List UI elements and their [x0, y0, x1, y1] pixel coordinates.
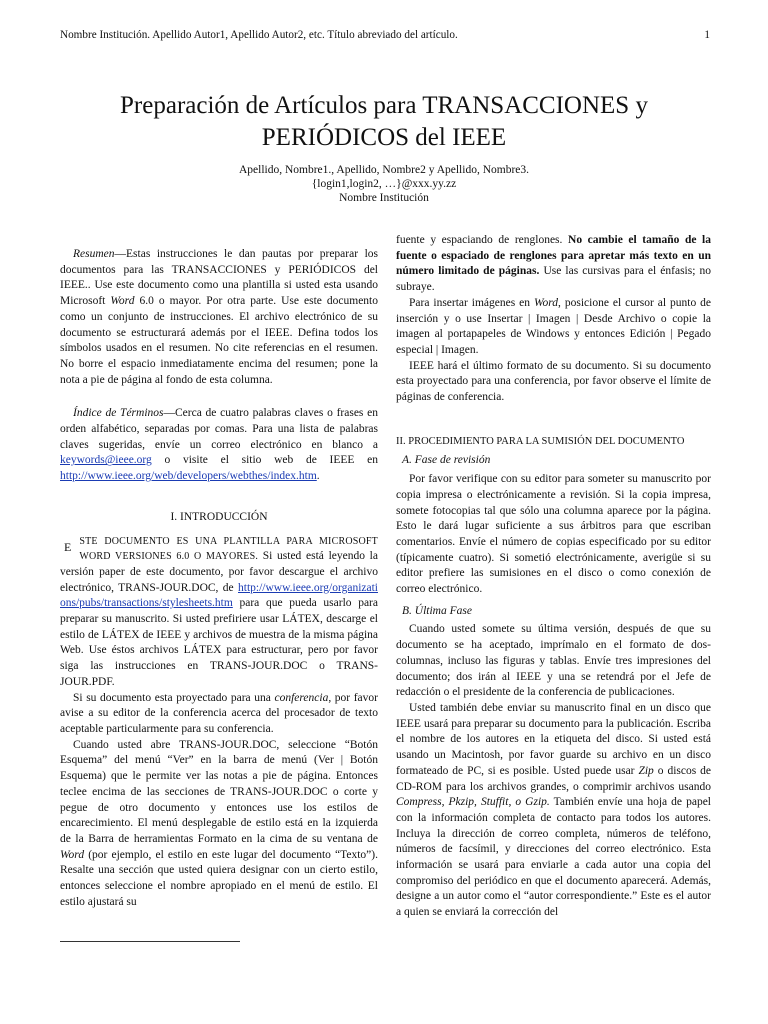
- right-p2-italic: Word: [533, 296, 559, 309]
- author-block: [40, 163, 728, 205]
- index-terms: [60, 406, 378, 485]
- right-pb2-zip: Zip: [638, 764, 654, 777]
- intro-paragraph-3: [60, 738, 378, 911]
- index-terms-text-c: .: [316, 470, 320, 483]
- drop-cap: E: [64, 539, 72, 554]
- intro-lead: STE DOCUMENTO ES UNA PLANTILLA PARA MICROSOFT WORD VERSIONES 6.0 O MAYORES.: [79, 535, 378, 563]
- index-terms-label: Índice de Términos: [73, 407, 164, 420]
- page-number: 1: [704, 29, 710, 41]
- right-p2-text-b: , posicione el cursor al punto de inserción y o use Insertar | Imagen | Desde Archivo o copie la imagen al portapapeles de Windows y entonces Edición | Pegado especial | Imagen.: [396, 296, 711, 356]
- abstract-label: Resumen: [73, 248, 115, 260]
- right-p1-bold: No cambie el tamaño de la fuente o espaciado de renglones para apretar más texto en un número limitado de páginas.: [396, 234, 711, 278]
- right-paragraph-1: [396, 233, 711, 296]
- left-column: [60, 247, 378, 910]
- stylesheets-link[interactable]: http://www.ieee.org/organizations/pubs/transactions/stylesheets.htm: [60, 581, 378, 610]
- right-pb2-text-b: o discos de CD-ROM para los archivos grandes, o comprimir archivos usando: [396, 764, 712, 793]
- subsection-b-paragraph-1: Cuando usted somete su última versión, después de que su documento se ha aceptado, imprímalo en el formato de dos-columnas, incluso las figuras y tablas. Envíe tres impresiones del documento; dos irán al IEEE y una se retendrá por el Jefe de redacción o el presidente de la conferencia de publicaciones.: [396, 623, 711, 699]
- right-pb2-text-a: Usted también debe enviar su manuscrito final en un disco que IEEE usará para preparar su documento para la publicación. Escriba el nombre de los autores en la etiqueta del disco. Si usted está usando un Macintosh, por favor guarde su archivo en un disco formateado de PC, si es posible. Usted puede usar: [396, 701, 711, 777]
- index-terms-text-a: Cerca de cuatro palabras claves o frases en orden alfabético, separadas por comas. Para una lista de palabras claves sugeridas, envíe un correo electrónico en blanco a: [60, 407, 378, 451]
- intro-p1-text-b: para que pueda usarlo para preparar su manuscrito. Si usted prefiriere usar LÁTEX, descarge el estilo de LÁTEX de IEEE y archivos de muestra de la misma página Web. Use éstos archivos LÁTEX para estructurar, pero por favor siga las instrucciones en TRANS-JOUR.DOC o TRANS-JOUR.PDF.: [60, 597, 378, 688]
- index-terms-text-b: o visite el sitio web de IEEE en: [151, 454, 378, 467]
- right-pb2-tools: Compress, Pkzip, Stuffit, o Gzip.: [396, 796, 550, 809]
- right-paragraph-2: [396, 296, 711, 359]
- right-pb2-text-c: También envíe una hoja de papel con la información completa de contacto para todos los autores. Incluya la dirección de correo completa, números de teléfono, números de facsímil, y direcciones del correo electrónico. Esta información se usará para enviarle a cada autor una copia del compromiso del periódico en que el documento aparecerá. Además, designe a un autor como el “autor correspondiente.” Este es el autor a quien se enviará la corrección del: [396, 796, 711, 919]
- title-line-2: PERIÓDICOS del IEEE: [261, 124, 507, 151]
- intro-p3-text-b: (por ejemplo, el estilo en este lugar del documento “Texto”). Resalte una sección que usted quiera designar con un cierto estilo, entonces seleccione el nombre apropiado en el menú de estilo. El estilo ajustará su: [60, 848, 378, 908]
- intro-p1-text-a: Si usted está leyendo la versión paper de este documento, por favor descargue el archivo electrónico, TRANS-JOUR.DOC, de: [60, 550, 378, 594]
- intro-p3-italic: Word: [60, 848, 85, 861]
- keywords-email-link[interactable]: keywords@ieee.org: [60, 454, 152, 467]
- right-column: [396, 233, 711, 921]
- subsection-a-paragraph: Por favor verifique con su editor para someter su manuscrito por copia impresa o electrónicamente a revisión. Si la copia impresa, somete fotocopias tal que sólo una columna aparece por la página. Esto le dará lugar suficiente a sus árbitros para que escriban comentarios. Envíe el número de copias especificado por su editor (típicamente cuatro). Si sometió electrónicamente, averigüe si su editor prefiere las sumisiones en el disco o como conexión de correo electrónico.: [396, 473, 711, 596]
- right-paragraph-3: IEEE hará el último formato de su documento. Si su documento esta proyectado para una conferencia, por favor observe el límite de páginas de conferencia.: [396, 359, 711, 404]
- intro-paragraph-1: [60, 534, 378, 691]
- footnote-rule: [60, 941, 240, 942]
- intro-p2-italic: conferencia: [274, 691, 329, 704]
- paper-title: [40, 90, 728, 154]
- abstract-text-a: Estas instrucciones le dan pautas por preparar los documentos para las TRANSACCIONES y PERIÓDICOS del IEEE.. Use este documento como una plantilla si usted esta usando Microsoft: [60, 248, 378, 308]
- right-p1-text-a: fuente y espaciando de renglones.: [396, 234, 569, 246]
- title-line-1: Preparación de Artículos para TRANSACCIONES y: [120, 92, 648, 119]
- subsection-heading-a: A. Fase de revisión: [402, 454, 491, 467]
- right-p1-text-b: Use las cursivas para el énfasis; no subraye.: [396, 265, 711, 294]
- abstract-word: Word: [110, 295, 135, 308]
- right-p2-text-a: Para insertar imágenes en: [409, 296, 534, 309]
- section-heading-procedure: II. PROCEDIMIENTO PARA LA SUMISIÓN DEL DOCUMENTO: [396, 435, 685, 447]
- subsection-heading-b: B. Última Fase: [402, 604, 472, 617]
- intro-p2-text-a: Si su documento esta proyectado para una: [73, 691, 275, 704]
- abstract-text-b: 6.0 o mayor. Por otra parte. Use este documento como un conjunto de instrucciones. El archivo electrónico de su documento se estructurará además por el IEEE. Defina todos los símbolos usados en el resumen. No cite referencias en el resumen. No borre el espacio inmediatamente encima del resumen; pone la nota a pie de página al fondo de esta columna.: [60, 295, 378, 386]
- subsection-b-paragraph-2: [396, 701, 711, 921]
- intro-paragraph-2: [60, 691, 378, 738]
- ieee-webthes-link[interactable]: http://www.ieee.org/web/developers/webthes/index.htm: [60, 470, 317, 483]
- author-names: Apellido, Nombre1., Apellido, Nombre2 y Apellido, Nombre3.: [238, 164, 529, 176]
- abstract: [60, 247, 378, 388]
- intro-p2-text-b: , por favor avise a su editor de la conferencia acerca del procesador de texto aceptable particularmente para su conferencia.: [60, 691, 378, 735]
- abstract-dash: —: [114, 248, 127, 260]
- author-institution: Nombre Institución: [339, 192, 429, 204]
- running-title: Nombre Institución. Apellido Autor1, Apellido Autor2, etc. Título abreviado del artículo.: [60, 29, 458, 41]
- running-header: [60, 29, 710, 41]
- intro-p3-text-a: Cuando usted abre TRANS-JOUR.DOC, seleccione “Botón Esquema” del menú “Ver” en la barra de menú (Ver | Botón Esquema) que le permite ver las notas a pie de página. Entonces teclee encima de las secciones de TRANS-JOUR.DOC o corte y pegue de otro documento y entonces use los estilos de encarecimiento. El menú desplegable de estilo está en la izquierda de la Barra de herramientas Formato en la cima de su ventana de: [60, 738, 378, 845]
- index-terms-dash: —: [163, 407, 175, 420]
- section-heading-intro: I. INTRODUCCIÓN: [170, 510, 268, 523]
- author-emails: {login1,login2, …}@xxx.yy.zz: [311, 178, 457, 190]
